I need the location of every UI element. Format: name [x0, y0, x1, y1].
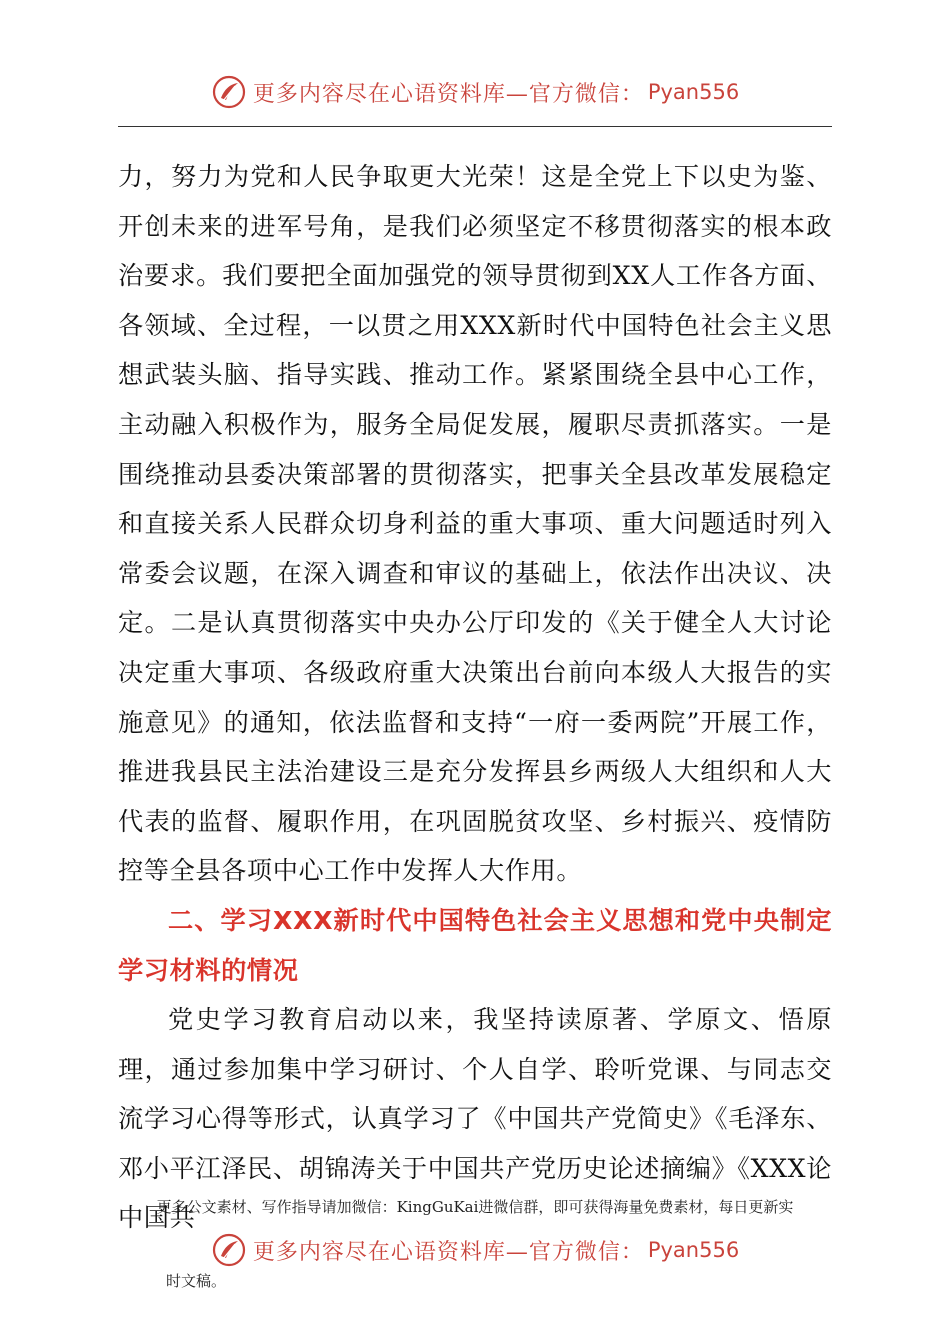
section-heading: 二、学习XXX新时代中国特色社会主义思想和党中央制定学习材料的情况 [118, 905, 832, 985]
footer-note-line2: 时文稿。 [166, 1272, 227, 1290]
body-paragraph-continued: 力，努力为党和人民争取更大光荣！这是全党上下以史为鉴、开创未来的进军号角，是我们必须坚定不移贯彻落实的根本政治要求。我们要把全面加强党的领导贯彻到XX人工作各方面、各领域、全过程，一以贯之用XXX新时代中国特色社会主义思想武装头脑、指导实践、推动工作。紧紧围绕全县中心工作，主动融入积极作为，服务全局促发展，履职尽责抓落实。一是围绕推动县委决策部署的贯彻落实，把事关全县改革发展稳定和直接关系人民群众切身利益的重大事项、重大问题适时列入常委会议题，在深入调查和审议的基础上，依法作出决议、决定。二是认真贯彻落实中央办公厅印发的《关于健全人大讨论决定重大事项、各级政府重大决策出台前向本级人大报告的实施意见》的通知，依法监督和支持“一府一委两院”开展工作，推进我县民主法治建设三是充分发挥县乡两级人大组织和人大代表的监督、履职作用，在巩固脱贫攻坚、乡村振兴、疫情防控等全县各项中心工作中发挥人大作用。 [118, 162, 832, 886]
watermark-text: 更多内容尽在心语资料库—官方微信： [252, 81, 644, 107]
header-rule [118, 126, 832, 127]
footer-note-line1: 更多公文素材、写作指导请加微信：KingGuKai进微信群，即可获得海量免费素材，每日更新实 [156, 1198, 794, 1216]
document-body [118, 152, 832, 1243]
logo-icon [211, 1232, 247, 1268]
logo-icon [211, 74, 247, 110]
watermark-text: 更多内容尽在心语资料库—官方微信： [252, 1239, 644, 1265]
watermark-banner-top [0, 72, 950, 112]
body-paragraph-study: 党史学习教育启动以来，我坚持读原著、学原文、悟原理，通过参加集中学习研讨、个人自学、聆听党课、与同志交流学习心得等形式，认真学习了《中国共产党简史》《毛泽东、邓小平江泽民、胡锦涛关于中国共产党历史论述摘编》《XXX论中国共 [118, 1005, 832, 1233]
watermark-account: Pyan556 [647, 80, 740, 104]
watermark-banner-bottom [0, 1230, 950, 1270]
watermark-account: Pyan556 [647, 1238, 740, 1262]
